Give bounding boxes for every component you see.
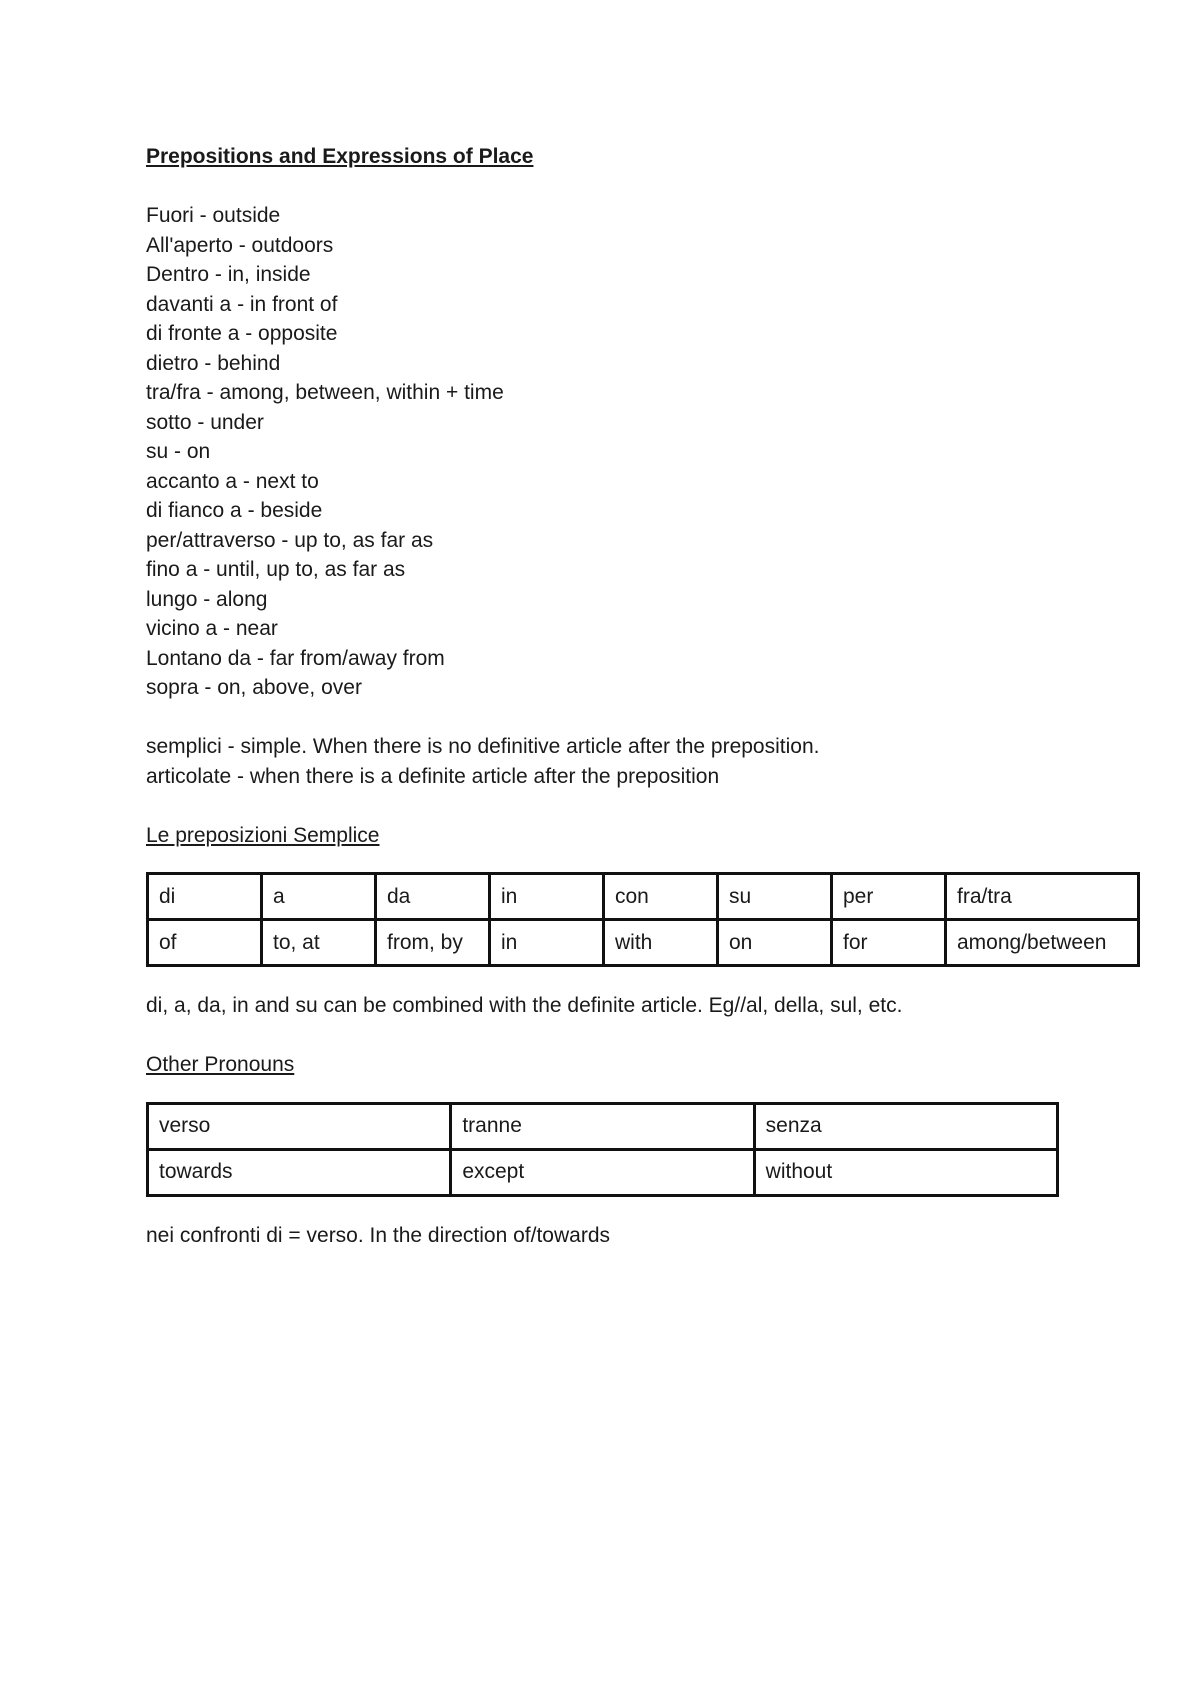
vocab-item: Dentro - in, inside — [146, 263, 311, 286]
table-cell: a — [262, 874, 376, 920]
table-row — [148, 920, 1139, 966]
table-cell: per — [832, 874, 946, 920]
table-cell: of — [148, 920, 262, 966]
semplici-table — [146, 872, 1140, 967]
table-cell: among/between — [946, 920, 1139, 966]
vocab-item: sopra - on, above, over — [146, 676, 362, 699]
table-cell: except — [451, 1149, 754, 1195]
table-cell: su — [718, 874, 832, 920]
vocab-item: All'aperto - outdoors — [146, 233, 334, 257]
table-cell: on — [718, 920, 832, 966]
explanation-block — [146, 732, 1146, 791]
vocab-item: di fronte a - opposite — [146, 322, 338, 345]
vocab-item: Fuori - outside — [146, 204, 281, 227]
document-title: Prepositions and Expressions of Place — [146, 145, 534, 168]
table-cell: fra/tra — [946, 874, 1139, 920]
table-cell: da — [376, 874, 490, 920]
table-cell: tranne — [451, 1103, 754, 1149]
pronouns-table — [146, 1102, 1059, 1197]
explanation-semplici: semplici - simple. When there is no definitive article after the preposition. — [146, 735, 820, 758]
table-cell: senza — [754, 1103, 1057, 1149]
table-cell: con — [604, 874, 718, 920]
semplici-heading: Le preposizioni Semplice — [146, 823, 380, 847]
table-row — [148, 1149, 1058, 1195]
explanation-articolate: articolate - when there is a definite article after the preposition — [146, 764, 720, 788]
table-cell: di — [148, 874, 262, 920]
vocab-list — [146, 201, 1146, 703]
vocab-item: sotto - under — [146, 410, 264, 434]
vocab-item: dietro - behind — [146, 351, 281, 375]
vocab-item: di fianco a - beside — [146, 499, 323, 522]
table-cell: with — [604, 920, 718, 966]
pronouns-note: nei confronti di = verso. In the direction of/towards — [146, 1223, 610, 1247]
vocab-item: accanto a - next to — [146, 469, 319, 493]
table-cell: from, by — [376, 920, 490, 966]
table-cell: to, at — [262, 920, 376, 966]
document-page — [146, 142, 1146, 1250]
vocab-item: lungo - along — [146, 587, 268, 611]
vocab-item: davanti a - in front of — [146, 292, 338, 316]
vocab-item: tra/fra - among, between, within + time — [146, 381, 504, 404]
table-cell: verso — [148, 1103, 451, 1149]
vocab-item: su - on — [146, 440, 211, 463]
pronouns-heading: Other Pronouns — [146, 1053, 295, 1076]
vocab-item: vicino a - near — [146, 617, 278, 640]
table-cell: in — [490, 874, 604, 920]
table-cell: without — [754, 1149, 1057, 1195]
table-row — [148, 874, 1139, 920]
semplici-note: di, a, da, in and su can be combined with the definite article. Eg//al, della, sul, etc. — [146, 994, 903, 1017]
table-cell: for — [832, 920, 946, 966]
vocab-item: Lontano da - far from/away from — [146, 646, 445, 670]
vocab-item: per/attraverso - up to, as far as — [146, 528, 434, 552]
table-cell: in — [490, 920, 604, 966]
vocab-item: fino a - until, up to, as far as — [146, 558, 406, 581]
table-cell: towards — [148, 1149, 451, 1195]
table-row — [148, 1103, 1058, 1149]
